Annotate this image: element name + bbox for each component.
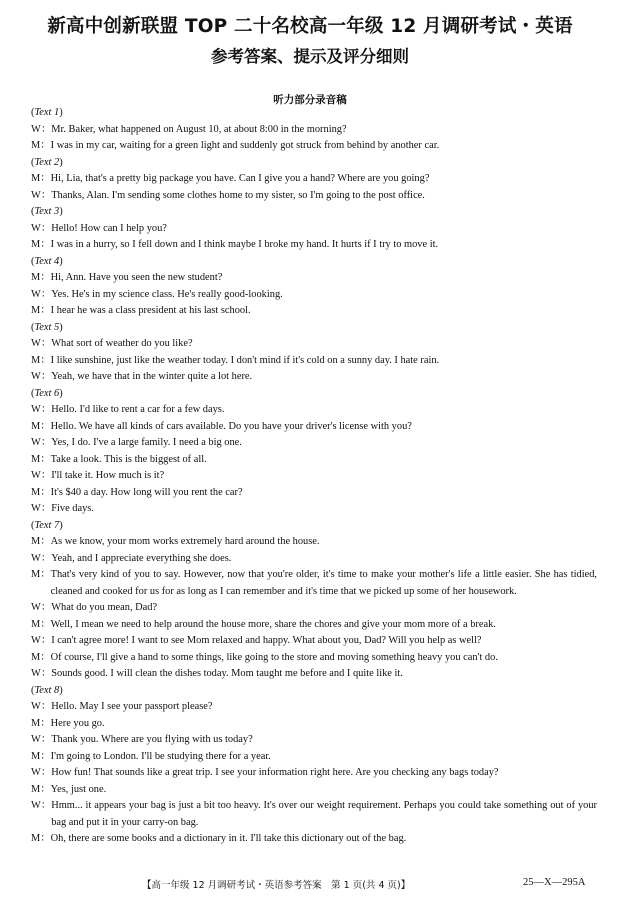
- dialogue-line: [31, 633, 597, 650]
- utterance: Hello! How can I help you?: [51, 222, 167, 234]
- dialogue-line: [31, 666, 597, 683]
- speaker-letter: M: [31, 833, 41, 844]
- speaker-colon: ：: [40, 717, 51, 729]
- utterance: Hello. I'd like to rent a car for a few days.: [51, 404, 225, 415]
- speaker-colon: ：: [40, 635, 52, 646]
- paren-close: ): [59, 387, 63, 399]
- transcript-body: [31, 105, 597, 848]
- utterance: Here you go.: [50, 717, 105, 729]
- speaker-colon: ：: [40, 651, 51, 663]
- dialogue-line: [31, 567, 597, 600]
- speaker: [31, 716, 51, 733]
- speaker-colon: ：: [40, 371, 52, 382]
- text-label: [31, 320, 597, 337]
- dialogue-line: [31, 287, 597, 304]
- utterance: Take a look. This is the biggest of all.: [50, 453, 207, 465]
- utterance: I was in a hurry, so I fell down and I think maybe I broke my hand. It hurts if I try to move it.: [50, 239, 439, 250]
- dialogue-line: [31, 303, 597, 320]
- speaker-colon: ：: [40, 783, 51, 795]
- utterance: As we know, your mom works extremely hard around the house.: [50, 536, 320, 547]
- dialogue-line: [31, 369, 597, 386]
- speaker-letter: M: [31, 618, 41, 630]
- paren-close: ): [59, 321, 63, 333]
- speaker-letter: W: [31, 371, 41, 382]
- speaker-colon: ：: [40, 123, 52, 135]
- dialogue-line: [31, 600, 597, 617]
- speaker: [31, 221, 51, 238]
- dialogue-line: [31, 650, 597, 667]
- speaker-colon: ：: [40, 305, 51, 316]
- text-label-name: Text 3: [34, 206, 60, 217]
- speaker-colon: ：: [40, 222, 52, 234]
- dialogue-line: [31, 336, 597, 353]
- speaker: [31, 452, 51, 469]
- text-label-name: Text 4: [34, 255, 60, 267]
- speaker: [31, 567, 51, 600]
- dialogue-line: [31, 353, 597, 370]
- dialogue-line: [31, 435, 597, 452]
- speaker-colon: ：: [40, 602, 52, 613]
- text-label: [31, 518, 597, 535]
- paren-close: ): [59, 519, 63, 531]
- text-label-name: Text 8: [34, 684, 60, 696]
- paren-close: ): [59, 156, 63, 168]
- footer-page-info: 【高一年级 12 月调研考试・英语参考答案 第 1 页(共 4 页)】: [142, 880, 411, 891]
- speaker-colon: ：: [40, 569, 51, 580]
- paren-open: (: [31, 206, 35, 217]
- utterance: I hear he was a class president at his last school.: [50, 305, 251, 316]
- speaker-colon: ：: [40, 272, 51, 283]
- speaker: [31, 600, 51, 617]
- speaker-colon: ：: [40, 503, 52, 514]
- text-label: [31, 105, 597, 122]
- speaker-colon: ：: [40, 800, 52, 811]
- speaker-letter: W: [31, 734, 41, 745]
- paren-close: ): [59, 107, 63, 118]
- speaker: [31, 402, 51, 419]
- footer-exam-code: 25—X—295A: [523, 877, 586, 888]
- utterance: Sounds good. I will clean the dishes today. Mom taught me before and I quite like it.: [51, 668, 403, 679]
- dialogue-line: [31, 617, 597, 634]
- speaker-colon: ：: [40, 354, 51, 366]
- speaker-colon: ：: [40, 767, 52, 778]
- speaker-letter: W: [31, 222, 41, 234]
- text-label-name: Text 1: [34, 107, 60, 118]
- speaker: [31, 782, 51, 799]
- dialogue-line: [31, 188, 597, 205]
- paren-open: (: [31, 156, 35, 168]
- speaker-letter: W: [31, 338, 41, 349]
- utterance: Yes. He's in my science class. He's really good-looking.: [51, 288, 283, 300]
- utterance: Yes, I do. I've a large family. I need a big one.: [51, 437, 242, 448]
- dialogue-line: [31, 699, 597, 716]
- paren-open: (: [31, 387, 35, 399]
- utterance: Hi, Ann. Have you seen the new student?: [50, 272, 223, 283]
- utterance: I'll take it. How much is it?: [51, 470, 165, 481]
- speaker: [31, 237, 51, 254]
- utterance: Yeah, we have that in the winter quite a lot here.: [51, 371, 253, 382]
- speaker-colon: ：: [40, 338, 52, 349]
- speaker-letter: W: [31, 767, 41, 778]
- speaker: [31, 468, 51, 485]
- utterance: What sort of weather do you like?: [51, 338, 193, 349]
- speaker: [31, 336, 51, 353]
- speaker-letter: M: [31, 750, 41, 762]
- speaker-colon: ：: [40, 288, 52, 300]
- paren-open: (: [31, 684, 35, 696]
- speaker-letter: M: [31, 536, 41, 547]
- speaker: [31, 699, 51, 716]
- paren-open: (: [31, 321, 35, 333]
- speaker-letter: W: [31, 635, 41, 646]
- speaker: [31, 534, 51, 551]
- dialogue-line: [31, 765, 597, 782]
- dialogue-line: [31, 402, 597, 419]
- paren-open: (: [31, 519, 35, 531]
- dialogue-line: [31, 468, 597, 485]
- section-title: 听力部分录音稿: [273, 94, 347, 106]
- speaker-letter: W: [31, 602, 41, 613]
- speaker: [31, 749, 51, 766]
- utterance: Hello. We have all kinds of cars available. Do you have your driver's license with you?: [50, 420, 412, 432]
- speaker-letter: W: [31, 701, 41, 712]
- dialogue-line: [31, 270, 597, 287]
- speaker: [31, 369, 51, 386]
- speaker: [31, 287, 51, 304]
- speaker-colon: ：: [40, 734, 52, 745]
- speaker-letter: W: [31, 668, 41, 679]
- speaker: [31, 419, 51, 436]
- text-label-name: Text 5: [34, 321, 60, 333]
- speaker-letter: M: [31, 173, 41, 184]
- utterance: I was in my car, waiting for a green light and suddenly got struck from behind by another car.: [50, 140, 440, 151]
- speaker-colon: ：: [40, 404, 52, 415]
- speaker-colon: ：: [40, 750, 51, 762]
- speaker: [31, 485, 51, 502]
- speaker-letter: W: [31, 404, 41, 415]
- speaker-letter: M: [31, 140, 41, 151]
- dialogue-line: [31, 485, 597, 502]
- speaker-letter: W: [31, 552, 41, 564]
- speaker: [31, 650, 51, 667]
- speaker-letter: W: [31, 288, 41, 300]
- speaker-colon: ：: [40, 536, 51, 547]
- speaker: [31, 171, 51, 188]
- speaker-colon: ：: [40, 486, 51, 498]
- dialogue-line: [31, 534, 597, 551]
- speaker-letter: M: [31, 569, 41, 580]
- dialogue-line: [31, 138, 597, 155]
- speaker-colon: ：: [40, 173, 51, 184]
- dialogue-line: [31, 782, 597, 799]
- document-subtitle: 参考答案、提示及评分细则: [211, 47, 409, 66]
- dialogue-line: [31, 452, 597, 469]
- paren-close: ): [59, 684, 63, 696]
- speaker-colon: ：: [40, 618, 51, 630]
- speaker-colon: ：: [40, 668, 52, 679]
- paren-open: (: [31, 107, 35, 118]
- speaker-letter: M: [31, 651, 41, 663]
- dialogue-line: [31, 716, 597, 733]
- speaker-letter: W: [31, 123, 41, 135]
- paren-open: (: [31, 255, 35, 267]
- utterance: I like sunshine, just like the weather today. I don't mind if it's cold on a sunny day. I hate rain.: [50, 354, 440, 366]
- dialogue-line: [31, 237, 597, 254]
- speaker: [31, 831, 51, 848]
- speaker-letter: M: [31, 354, 41, 366]
- speaker-colon: ：: [40, 552, 52, 564]
- speaker-colon: ：: [40, 833, 51, 844]
- speaker: [31, 765, 51, 782]
- utterance: Hmm... it appears your bag is just a bit too heavy. It's over our weight requirement. Perhaps you could take something out of your bag and put it in your carry-on bag.: [51, 800, 597, 828]
- speaker-letter: M: [31, 305, 41, 316]
- dialogue-line: [31, 831, 597, 848]
- speaker-letter: W: [31, 189, 41, 201]
- utterance: That's very kind of you to say. However, now that you're older, it's time to make your mother's life a little easier. She has tidied, cleaned and cooked for us for as long as I can remember and it's time that we picked up some of her housework.: [50, 569, 597, 597]
- speaker-colon: ：: [40, 140, 51, 151]
- utterance: Well, I mean we need to help around the house more, share the chores and give your mom more of a break.: [50, 618, 496, 630]
- speaker-letter: M: [31, 272, 41, 283]
- speaker: [31, 732, 51, 749]
- dialogue-line: [31, 419, 597, 436]
- utterance: Hi, Lia, that's a pretty big package you have. Can I give you a hand? Where are you going?: [50, 173, 430, 184]
- speaker-letter: W: [31, 437, 41, 448]
- speaker-letter: M: [31, 486, 41, 498]
- speaker-letter: M: [31, 717, 41, 729]
- speaker: [31, 551, 51, 568]
- utterance: Oh, there are some books and a dictionary in it. I'll take this dictionary out of the bag.: [50, 833, 407, 844]
- paren-close: ): [59, 255, 63, 267]
- text-label: [31, 155, 597, 172]
- speaker: [31, 138, 51, 155]
- utterance: Five days.: [51, 503, 94, 514]
- speaker: [31, 798, 51, 831]
- utterance: Thanks, Alan. I'm sending some clothes home to my sister, so I'm going to the post office.: [51, 189, 425, 201]
- dialogue-line: [31, 122, 597, 139]
- utterance: I'm going to London. I'll be studying there for a year.: [50, 750, 271, 762]
- text-label: [31, 254, 597, 271]
- speaker-letter: W: [31, 503, 41, 514]
- speaker: [31, 353, 51, 370]
- speaker: [31, 501, 51, 518]
- speaker: [31, 617, 51, 634]
- speaker: [31, 270, 51, 287]
- text-label: [31, 204, 597, 221]
- speaker: [31, 188, 51, 205]
- dialogue-line: [31, 501, 597, 518]
- speaker: [31, 666, 51, 683]
- speaker-letter: M: [31, 239, 41, 250]
- dialogue-line: [31, 749, 597, 766]
- speaker: [31, 122, 51, 139]
- paren-close: ): [59, 206, 63, 217]
- speaker-letter: M: [31, 453, 41, 465]
- utterance: What do you mean, Dad?: [51, 602, 158, 613]
- speaker: [31, 303, 51, 320]
- text-label-name: Text 7: [34, 519, 60, 531]
- dialogue-line: [31, 171, 597, 188]
- utterance: Yes, just one.: [50, 783, 107, 795]
- utterance: How fun! That sounds like a great trip. I see your information right here. Are you checking any bags today?: [51, 767, 499, 778]
- speaker-letter: W: [31, 470, 41, 481]
- dialogue-line: [31, 221, 597, 238]
- speaker-letter: M: [31, 420, 41, 432]
- speaker-letter: M: [31, 783, 41, 795]
- speaker-colon: ：: [40, 453, 51, 465]
- text-label-name: Text 6: [34, 387, 60, 399]
- utterance: Of course, I'll give a hand to some things, like going to the store and moving something heavy you can't do.: [50, 651, 498, 663]
- dialogue-line: [31, 732, 597, 749]
- document-title: 新高中创新联盟 TOP 二十名校高一年级 12 月调研考试・英语: [47, 16, 573, 37]
- utterance: I can't agree more! I want to see Mom relaxed and happy. What about you, Dad? Will you help as well?: [51, 635, 482, 646]
- speaker-letter: W: [31, 800, 41, 811]
- speaker-colon: ：: [40, 470, 52, 481]
- text-label: [31, 683, 597, 700]
- speaker-colon: ：: [40, 437, 52, 448]
- utterance: It's $40 a day. How long will you rent the car?: [50, 486, 243, 498]
- utterance: Mr. Baker, what happened on August 10, at about 8:00 in the morning?: [51, 123, 347, 135]
- utterance: Yeah, and I appreciate everything she does.: [51, 552, 232, 564]
- text-label: [31, 386, 597, 403]
- speaker-colon: ：: [40, 239, 51, 250]
- speaker: [31, 633, 51, 650]
- speaker: [31, 435, 51, 452]
- speaker-colon: ：: [40, 189, 52, 201]
- dialogue-line: [31, 798, 597, 831]
- speaker-colon: ：: [40, 701, 52, 712]
- utterance: Hello. May I see your passport please?: [51, 701, 213, 712]
- text-label-name: Text 2: [34, 156, 60, 168]
- dialogue-line: [31, 551, 597, 568]
- utterance: Thank you. Where are you flying with us today?: [51, 734, 253, 745]
- speaker-colon: ：: [40, 420, 51, 432]
